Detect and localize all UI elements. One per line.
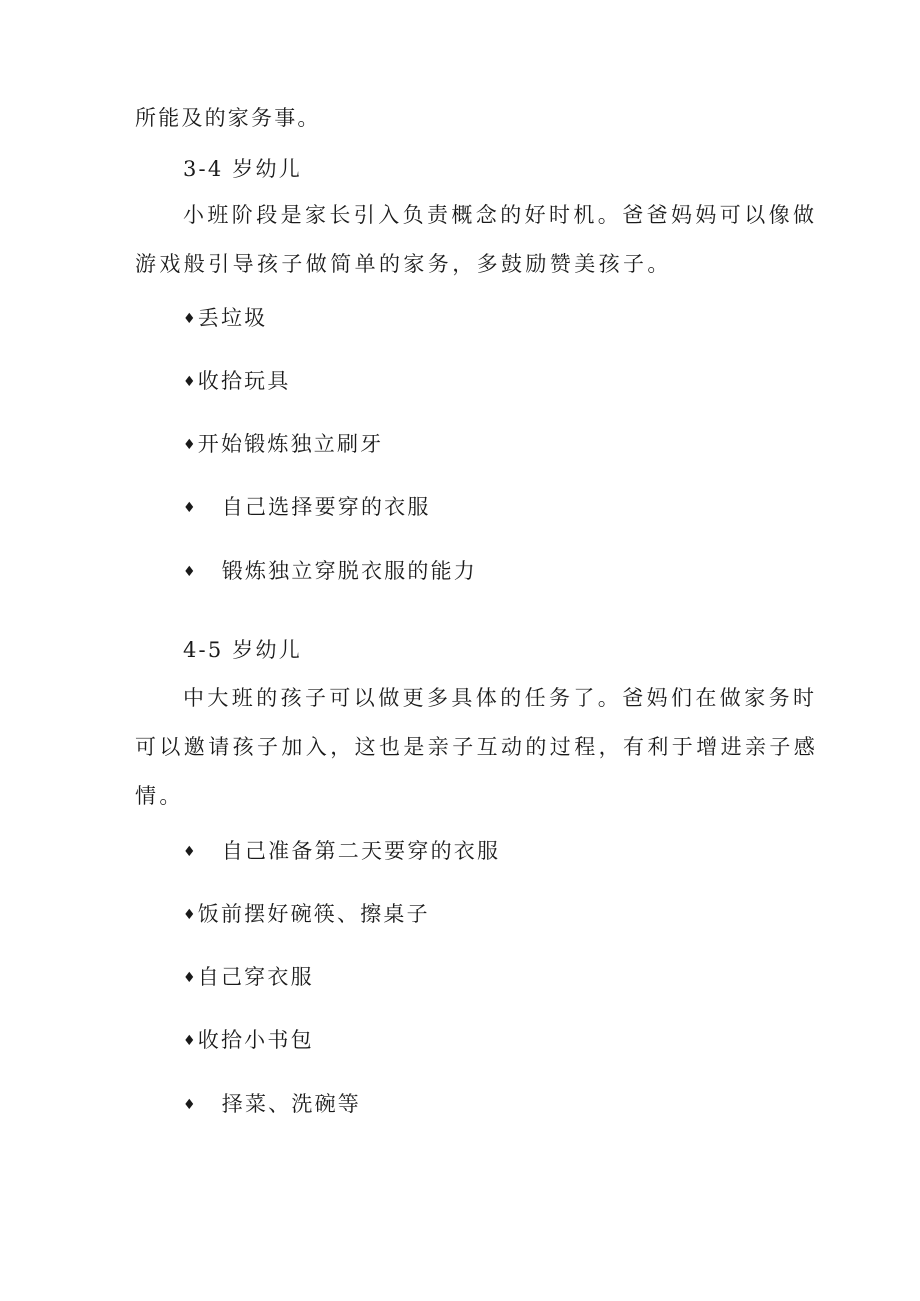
list-item-text: 锻炼独立穿脱衣服的能力 xyxy=(221,559,477,583)
diamond-bullet-icon: ♦ xyxy=(183,564,198,580)
paragraph-line: 情。 xyxy=(135,784,184,808)
diamond-bullet-icon: ♦ xyxy=(183,437,198,453)
list-item xyxy=(183,492,431,523)
list-item xyxy=(183,366,291,397)
list-item xyxy=(183,899,430,930)
list-item-text: 收拾玩具 xyxy=(197,369,291,393)
list-item-text: 丢垃圾 xyxy=(197,306,268,330)
diamond-bullet-icon: ♦ xyxy=(183,844,198,860)
diamond-bullet-icon: ♦ xyxy=(183,907,198,923)
list-item-text: 开始锻炼独立刷牙 xyxy=(197,432,384,456)
diamond-bullet-icon: ♦ xyxy=(183,500,198,516)
list-item xyxy=(183,1025,314,1056)
intro-tail-text: 所能及的家务事。 xyxy=(135,106,321,130)
list-item xyxy=(183,836,500,867)
list-item-text: 收拾小书包 xyxy=(197,1028,314,1052)
list-item-text: 自己准备第二天要穿的衣服 xyxy=(221,839,501,863)
list-item xyxy=(183,962,314,993)
section-heading-3-4: 3-4 岁幼儿 xyxy=(183,157,302,181)
list-item xyxy=(183,1089,361,1120)
paragraph-line: 可以邀请孩子加入，这也是亲子互动的过程，有利于增进亲子感 xyxy=(135,735,819,759)
diamond-bullet-icon: ♦ xyxy=(183,1033,198,1049)
list-item-text: 自己选择要穿的衣服 xyxy=(221,495,431,519)
diamond-bullet-icon: ♦ xyxy=(183,1097,198,1113)
section-heading-4-5: 4-5 岁幼儿 xyxy=(183,638,302,662)
list-item xyxy=(183,429,383,460)
paragraph-line: 游戏般引导孩子做简单的家务，多鼓励赞美孩子。 xyxy=(135,252,672,276)
list-item-text: 择菜、洗碗等 xyxy=(221,1092,361,1116)
list-item-text: 自己穿衣服 xyxy=(197,965,314,989)
list-item xyxy=(183,303,267,334)
diamond-bullet-icon: ♦ xyxy=(183,311,198,327)
paragraph-line: 中大班的孩子可以做更多具体的任务了。爸妈们在做家务时 xyxy=(183,686,818,710)
diamond-bullet-icon: ♦ xyxy=(183,374,198,390)
paragraph-line: 小班阶段是家长引入负责概念的好时机。爸爸妈妈可以像做 xyxy=(183,203,818,227)
diamond-bullet-icon: ♦ xyxy=(183,970,198,986)
list-item xyxy=(183,556,477,587)
list-item-text: 饭前摆好碗筷、擦桌子 xyxy=(197,902,430,926)
